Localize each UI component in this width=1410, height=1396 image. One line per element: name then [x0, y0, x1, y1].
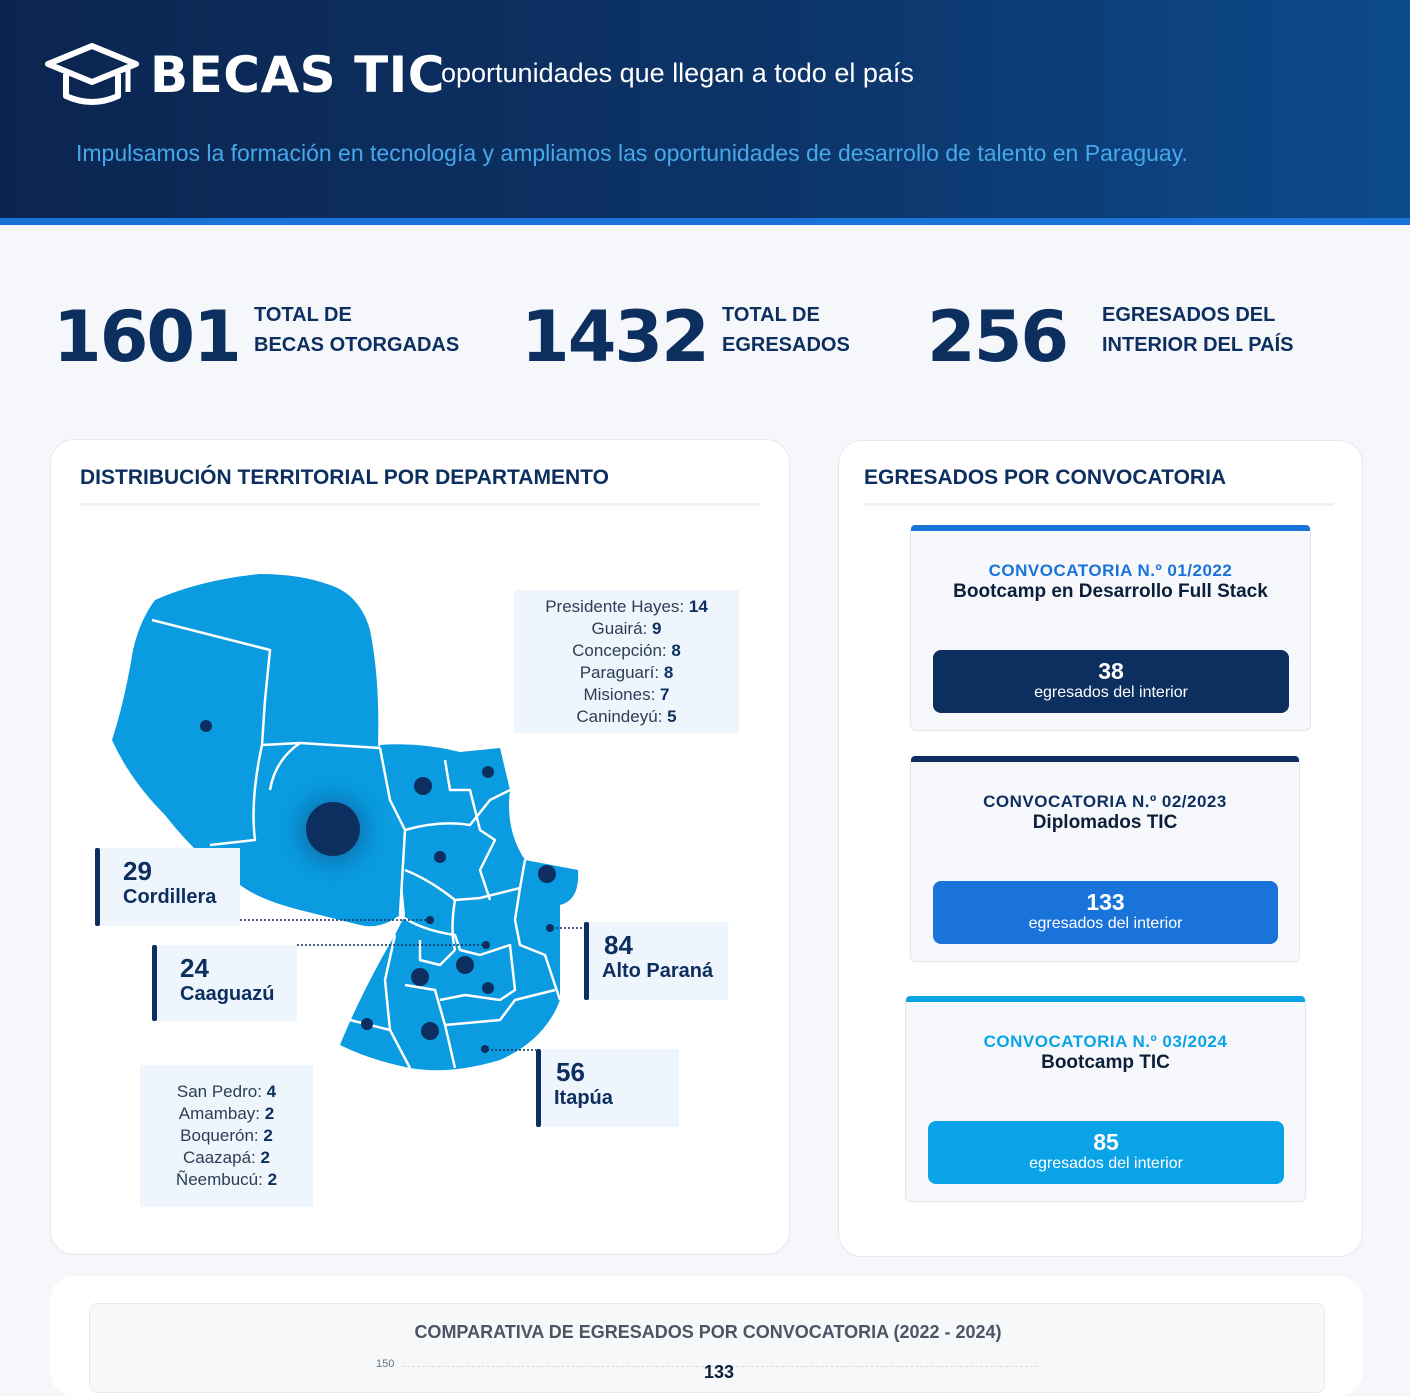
dept-list-item: [514, 596, 739, 618]
convocatoria-caption: egresados del interior: [1034, 684, 1188, 701]
convocatoria-caption: egresados del interior: [1029, 1155, 1183, 1172]
convocatoria-code: CONVOCATORIA N.º 03/2024: [983, 1032, 1228, 1051]
convocatoria-card-divider: [864, 503, 1334, 506]
stat-interior-label: [1102, 300, 1294, 360]
dept-value: 8: [671, 641, 681, 660]
dept-value: 2: [267, 1170, 278, 1189]
dept-name: Paraguarí:: [579, 663, 660, 682]
map-marker: [482, 766, 494, 778]
dept-value: 7: [660, 685, 670, 704]
dept-list-item: [140, 1081, 313, 1103]
dept-name: Concepción:: [572, 641, 667, 660]
dept-list-item: [514, 662, 739, 684]
callout-value: 84: [604, 930, 633, 960]
convocatoria-value: 85: [1093, 1129, 1119, 1155]
callout-value: 29: [123, 856, 152, 886]
comparison-y-tick: 150: [376, 1358, 395, 1370]
convocatoria-value-pill: [933, 650, 1289, 713]
map-marker: [361, 1018, 373, 1030]
convocatoria-item-2022: [910, 526, 1311, 731]
callout-bar: [152, 945, 157, 1021]
dept-list-item: [140, 1169, 313, 1191]
map-marker-central: [306, 802, 360, 856]
map-marker: [538, 865, 556, 883]
map-marker: [482, 982, 494, 994]
map-marker: [434, 851, 446, 863]
callout-value: 24: [180, 953, 209, 983]
callout-itapua: [536, 1049, 679, 1127]
dept-list-item: [140, 1147, 313, 1169]
map-card-title: DISTRIBUCIÓN TERRITORIAL POR DEPARTAMENTO: [80, 466, 609, 489]
stat-becas-label-line1: TOTAL DE: [254, 304, 352, 326]
dept-list-item: [514, 640, 739, 662]
callout-name: Alto Paraná: [602, 960, 714, 982]
map-marker: [421, 1022, 439, 1040]
dept-value: 2: [263, 1126, 273, 1145]
callout-name: Cordillera: [123, 886, 217, 908]
dept-list-item: [514, 706, 739, 728]
convocatoria-top-accent: [911, 756, 1299, 762]
convocatoria-code: CONVOCATORIA N.º 02/2023: [983, 792, 1227, 811]
stat-egresados-value: 1432: [521, 296, 708, 378]
dept-value: 5: [667, 707, 677, 726]
stat-interior-value: 256: [927, 296, 1068, 378]
dept-name: Canindeyú:: [576, 707, 663, 726]
map-marker: [482, 941, 490, 949]
map-marker: [426, 916, 434, 924]
dept-list-item: [140, 1103, 313, 1125]
map-marker: [200, 720, 212, 732]
stat-becas-value: 1601: [53, 296, 240, 378]
stat-egresados-label-line1: TOTAL DE: [722, 304, 820, 326]
dept-list-top: [514, 590, 739, 733]
dept-list-item: [140, 1125, 313, 1147]
stat-interior-label-line1: EGRESADOS DEL: [1102, 304, 1276, 326]
dept-name: Presidente Hayes:: [545, 597, 685, 616]
convocatoria-program: Diplomados TIC: [1032, 812, 1178, 833]
comparison-chart-panel: [89, 1303, 1325, 1393]
tagline: oportunidades que llegan a todo el país: [441, 58, 914, 88]
map-marker: [481, 1045, 489, 1053]
dept-value: 9: [652, 619, 662, 638]
intro-text: Impulsamos la formación en tecnología y ampliamos las oportunidades de desarrollo de talento en Paraguay.: [76, 140, 1188, 166]
convocatoria-value-pill: [928, 1121, 1284, 1184]
dept-name: Guairá:: [591, 619, 648, 638]
dept-value: 8: [663, 663, 674, 682]
callout-value: 56: [556, 1057, 585, 1087]
callout-bar: [584, 922, 589, 1000]
dept-name: San Pedro:: [176, 1082, 262, 1101]
dept-name: Boquerón:: [180, 1126, 259, 1145]
callout-name: Caaguazú: [180, 983, 275, 1005]
map-marker: [414, 777, 432, 795]
dept-list-bottom: [140, 1065, 313, 1207]
dept-name: Ñeembucú:: [175, 1170, 263, 1189]
convocatoria-program: Bootcamp en Desarrollo Full Stack: [953, 581, 1268, 602]
dept-value: 2: [260, 1148, 270, 1167]
stat-egresados-label-line2: EGRESADOS: [722, 334, 850, 356]
brand-title: BECAS TIC: [150, 46, 445, 104]
callout-cordillera: [95, 848, 240, 926]
convocatoria-value-pill: [933, 881, 1278, 944]
callout-bar: [95, 848, 100, 926]
callout-caaguazu: [152, 945, 297, 1021]
convocatoria-top-accent: [911, 525, 1310, 531]
convocatoria-code: CONVOCATORIA N.º 01/2022: [988, 561, 1233, 580]
dept-list-item: [514, 618, 739, 640]
convocatoria-item-2023: [910, 757, 1300, 962]
comparison-bar-label: 133: [704, 1362, 735, 1382]
dept-name: Misiones:: [583, 685, 656, 704]
map-marker: [411, 968, 429, 986]
dept-name: Caazapá:: [183, 1148, 256, 1167]
convocatoria-card-title: EGRESADOS POR CONVOCATORIA: [864, 466, 1227, 489]
convocatoria-item-2024: [905, 997, 1306, 1202]
convocatoria-caption: egresados del interior: [1028, 915, 1183, 932]
map-marker: [456, 956, 474, 974]
dept-value: 4: [266, 1082, 277, 1101]
stat-interior-label-line2: INTERIOR DEL PAÍS: [1102, 334, 1294, 356]
dept-list-item: [514, 684, 739, 706]
callout-alto-parana: [584, 922, 728, 1000]
dept-value: 2: [264, 1104, 275, 1123]
dept-value: 14: [688, 597, 708, 616]
stat-becas-label-line2: BECAS OTORGADAS: [254, 334, 460, 356]
callout-bar: [536, 1049, 541, 1127]
convocatoria-program: Bootcamp TIC: [1041, 1052, 1170, 1073]
callout-name: Itapúa: [554, 1087, 613, 1109]
dept-name: Amambay:: [178, 1104, 261, 1123]
comparison-title: COMPARATIVA DE EGRESADOS POR CONVOCATORIA (2022 - 2024): [414, 1322, 1002, 1342]
convocatoria-value: 38: [1098, 658, 1124, 684]
convocatoria-value: 133: [1086, 889, 1125, 915]
convocatoria-top-accent: [906, 996, 1305, 1002]
